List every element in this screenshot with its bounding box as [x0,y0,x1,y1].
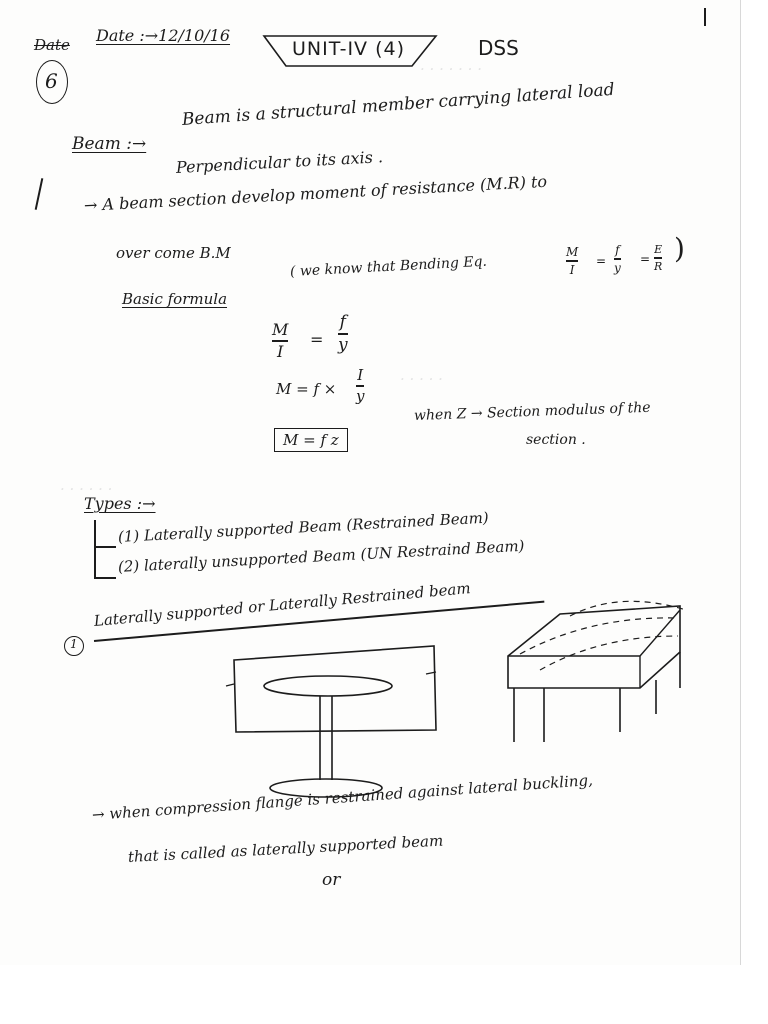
conclusion-line-2: that is called as laterally supported beam [127,831,444,866]
bleed-through-text: · · · · · [400,370,443,388]
conclusion-line-1: → when compression flange is restrained against lateral buckling, [91,771,594,824]
bending-note: ( we know that Bending Eq. [289,253,488,280]
bending-eq-E-over-R: E R [654,243,663,273]
formula-I-over-y: I y [356,366,365,405]
definition-line-2: Perpendicular to its axis . [175,147,384,177]
formula-label: Basic formula [122,290,228,308]
definition-line-1: Beam is a structural member carrying lateral load [181,79,616,130]
bending-eq-f-over-y: f y [614,243,621,275]
unit-title: UNIT-IV (4) [292,38,405,60]
section-number-circle [64,636,84,656]
margin-stroke [704,8,706,26]
types-bracket-arrow [94,577,116,579]
subject-code: DSS [478,36,519,60]
definition-label: Beam :→ [72,134,147,154]
section-heading: Laterally supported or Laterally Restrained beam [93,579,472,630]
conclusion-line-3: or [322,870,341,890]
type-item-1: (1) Laterally supported Beam (Restrained Beam) [117,508,490,546]
supported-slab-diagram [500,596,700,746]
where-note-2: section . [526,432,586,448]
bending-eq-M-over-I: M I [566,245,579,277]
margin-scribble: Date [34,36,70,54]
bleed-through-text: · · · · · · [60,480,113,498]
bending-eq-close: ) [674,232,685,265]
where-note: when Z → Section modulus of the [413,399,651,424]
date-label: Date :→12/10/16 [96,26,231,45]
formula-f-over-y: f y [338,312,348,355]
bleed-through-text: · · · · · · · [420,60,482,78]
bending-eq-equals: = [596,254,607,268]
formula-equals: = [310,330,324,349]
type-item-2: (2) laterally unsupported Beam (UN Restraind Beam) [117,536,525,576]
types-bracket [94,520,96,578]
resistance-line-2: over come B.M [116,244,231,262]
bending-eq-equals: = [640,252,651,266]
formula-step-2: M = f × [276,380,337,398]
types-bracket-arrow [94,546,116,548]
section-number: 1 [70,637,78,651]
resistance-line-1: → A beam section develop moment of resistance (M.R) to [83,171,548,215]
types-label: Types :→ [84,494,156,513]
formula-result: M = f z [274,428,348,452]
unit-title-box [262,32,438,68]
page-number-circle [36,60,68,104]
formula-M-over-I: M I [272,320,289,361]
page-number: 6 [45,69,58,93]
margin-stroke [35,178,44,210]
